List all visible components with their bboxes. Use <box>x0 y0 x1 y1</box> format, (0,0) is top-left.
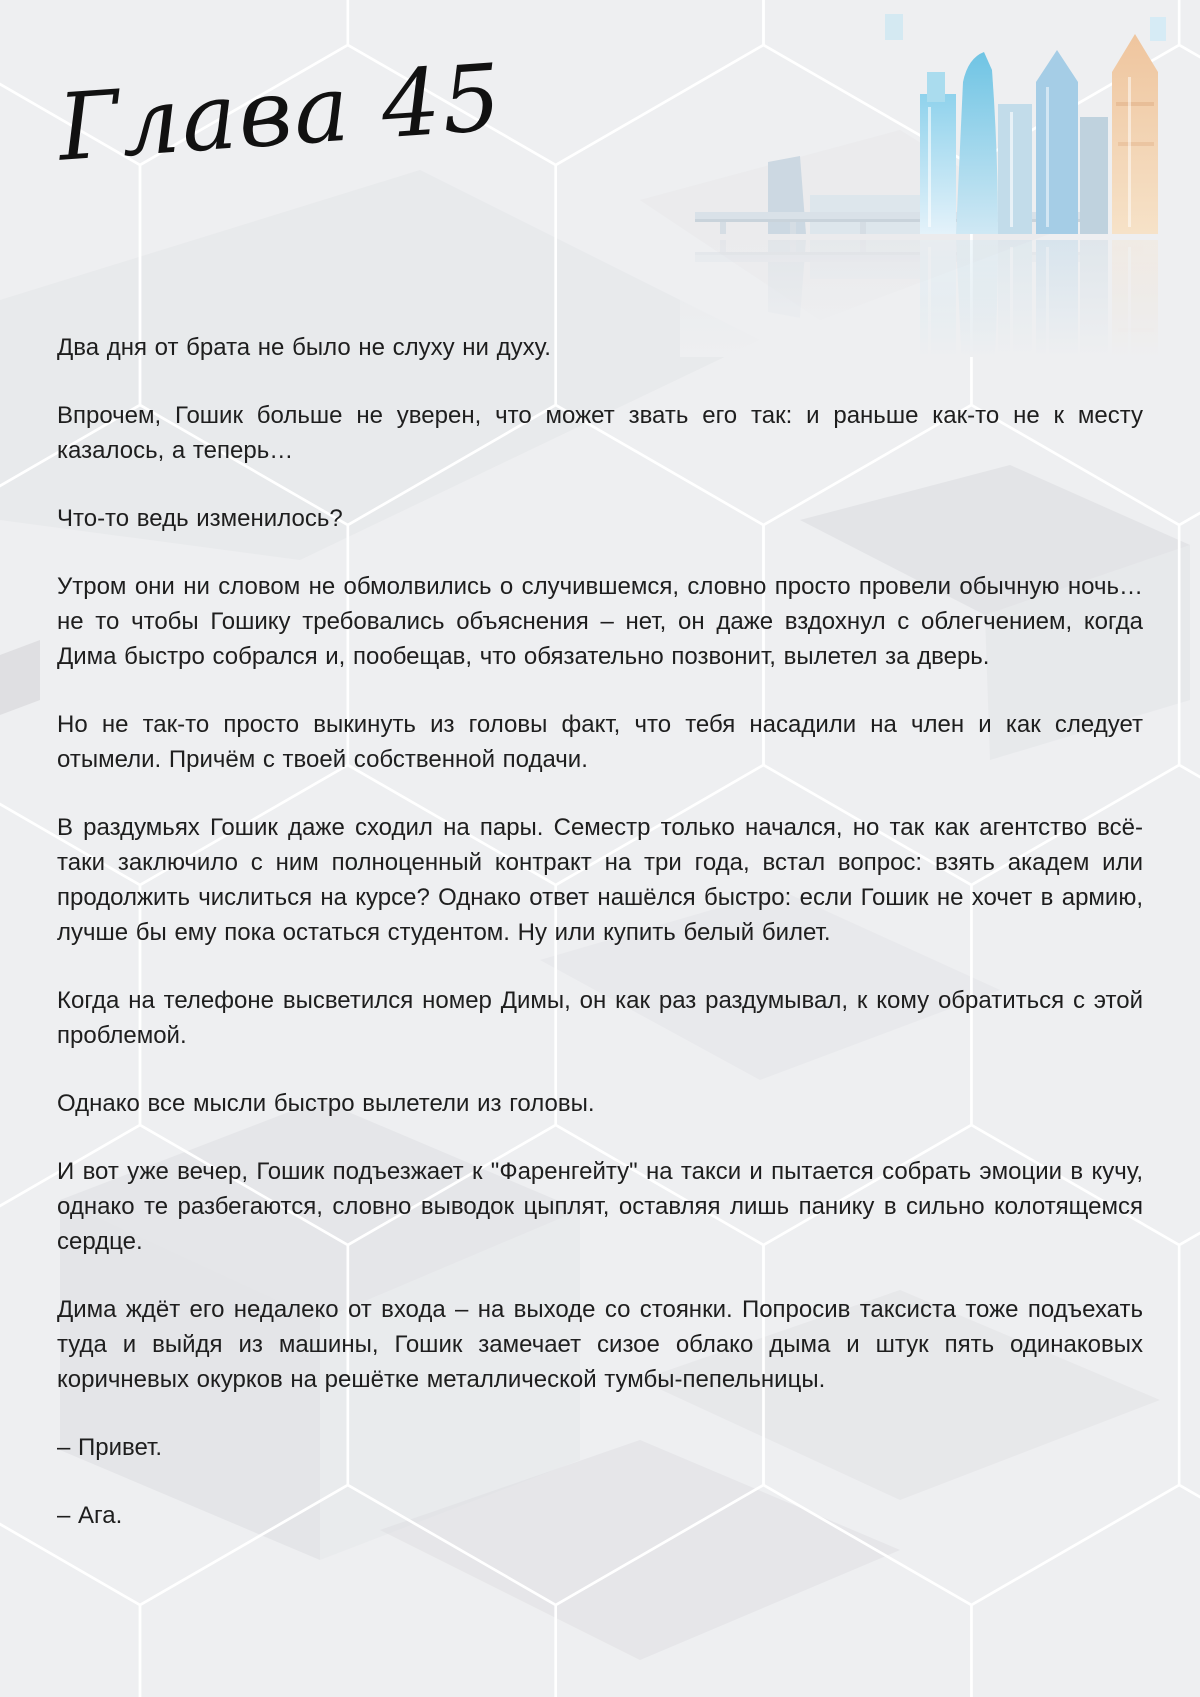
paragraph: Что-то ведь изменилось? <box>57 505 343 532</box>
paragraph: Но не так-то просто выкинуть из головы факт, что тебя насадили на член и как следует отымели. Причём с твоей собственной подачи. <box>57 711 1143 773</box>
paragraph: И вот уже вечер, Гошик подъезжает к "Фаренгейту" на такси и пытается собрать эмоции в кучу, однако те разбегаются, словно выводок цыплят, оставляя лишь панику в сильно колотящемся сердце. <box>57 1158 1143 1255</box>
paragraph: Два дня от брата не было не слуху ни духу. <box>57 334 551 361</box>
skyline-buildings <box>695 14 1166 234</box>
paragraph: Однако все мысли быстро вылетели из головы. <box>57 1090 595 1117</box>
paragraph: Когда на телефоне высветился номер Димы, он как раз раздумывал, к кому обратиться с этой проблемой. <box>57 987 1143 1049</box>
paragraph: Утром они ни словом не обмолвились о случившемся, словно просто провели обычную ночь… не то чтобы Гошику требовались объяснения – нет, он даже вздохнул с облегчением, когда Дима быстро собрался и, пообещав, что обязательно позвонит, вылетел за дверь. <box>57 573 1143 670</box>
paragraph: Впрочем, Гошик больше не уверен, что может звать его так: и раньше как-то не к месту казалось, а теперь… <box>57 402 1143 464</box>
city-skyline-image <box>680 12 1180 357</box>
chapter-text <box>57 330 1143 1533</box>
chapter-title: Глава 45 <box>54 43 507 182</box>
paragraph: – Привет. <box>57 1434 163 1461</box>
paragraph: – Ага. <box>57 1502 123 1529</box>
paragraph: Дима ждёт его недалеко от входа – на выходе со стоянки. Попросив таксиста тоже подъехать туда и выйдя из машины, Гошик замечает сизое облако дыма и штук пять одинаковых коричневых окурков на решётке металлической тумбы-пепельницы. <box>57 1296 1143 1393</box>
paragraph: В раздумьях Гошик даже сходил на пары. Семестр только начался, но так как агентство всё-таки заключило с ним полноценный контракт на три года, встал вопрос: взять академ или продолжить числиться на курсе? Однако ответ нашёлся быстро: если Гошик не хочет в армию, лучше бы ему пока остаться студентом. Ну или купить белый билет. <box>57 814 1143 946</box>
